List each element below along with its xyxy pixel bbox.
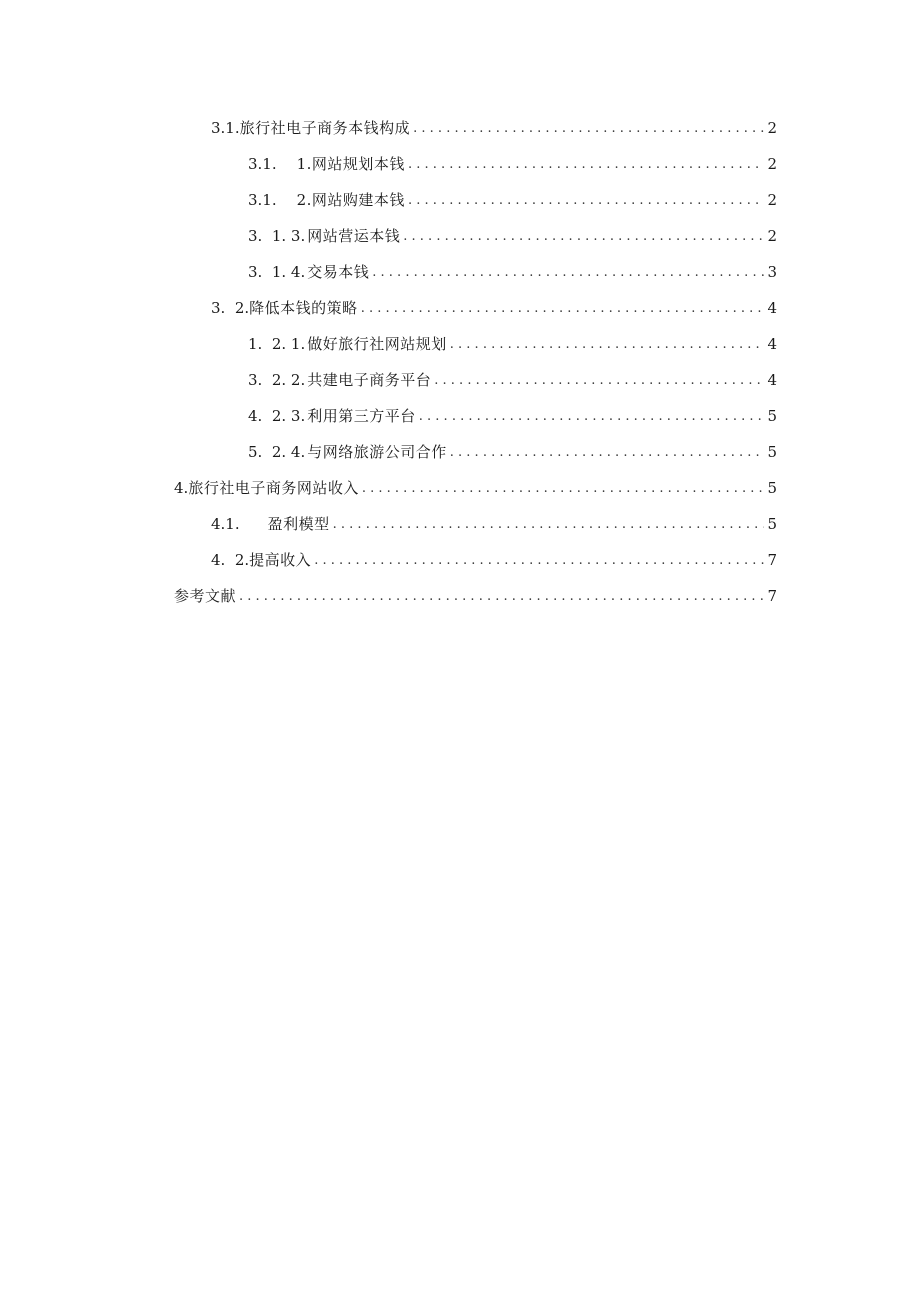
toc-entry-page: 5: [767, 479, 777, 497]
toc-entry-number: 3.1.: [211, 119, 240, 137]
toc-entry-title: 提高收入: [249, 551, 312, 569]
toc-entry-title: 共建电子商务平台: [307, 371, 432, 389]
toc-entry-number: 4. 2.: [211, 551, 250, 569]
toc-entry-page: 2: [767, 155, 777, 173]
toc-entry-3-2-2[interactable]: [0, 362, 920, 398]
toc-entry-page: 2: [767, 191, 777, 209]
toc-entry-3-1-4[interactable]: [0, 254, 920, 290]
toc-dot-leader: [361, 299, 764, 319]
toc-entry-title: 旅行社电子商务本钱构成: [239, 119, 411, 137]
toc-entry-number: 3.1.: [248, 155, 277, 173]
toc-entry-page: 5: [767, 407, 777, 425]
toc-entry-3-1[interactable]: [0, 110, 920, 146]
toc-dot-leader: [372, 263, 764, 283]
toc-entry-4[interactable]: [0, 470, 920, 506]
toc-entry-number: 3. 2. 2.: [248, 371, 306, 389]
toc-dot-leader: [434, 371, 764, 391]
table-of-contents: [0, 110, 920, 614]
toc-entry-page: 5: [767, 515, 777, 533]
toc-entry-page: 3: [767, 263, 777, 281]
toc-entry-4-2[interactable]: [0, 542, 920, 578]
toc-entry-page: 4: [767, 299, 777, 317]
toc-dot-leader: [408, 191, 764, 211]
toc-entry-page: 7: [767, 551, 777, 569]
toc-entry-number: 1. 2. 1.: [248, 335, 306, 353]
toc-entry-number: 4.1.: [211, 515, 240, 533]
toc-entry-3-1-1[interactable]: [0, 146, 920, 182]
toc-dot-leader: [403, 227, 764, 247]
toc-entry-title: 降低本钱的策略: [249, 299, 358, 317]
toc-entry-title: 旅行社电子商务网站收入: [188, 479, 359, 497]
toc-entry-title: 交易本钱: [307, 263, 370, 281]
toc-entry-3-2-3[interactable]: [0, 398, 920, 434]
toc-entry-3-2-1[interactable]: [0, 326, 920, 362]
toc-dot-leader: [450, 443, 764, 463]
toc-entry-page: 2: [767, 227, 777, 245]
toc-entry-page: 4: [767, 371, 777, 389]
toc-dot-leader: [333, 515, 764, 535]
toc-entry-title: 参考文献: [174, 587, 237, 605]
toc-entry-title: 做好旅行社网站规划: [307, 335, 447, 353]
toc-entry-number: 5. 2. 4.: [248, 443, 306, 461]
toc-entry-title: 网站营运本钱: [307, 227, 401, 245]
toc-entry-number: 3. 1. 3.: [248, 227, 306, 245]
toc-dot-leader: [408, 155, 764, 175]
toc-entry-number: 4. 2. 3.: [248, 407, 306, 425]
toc-entry-number: 3. 1. 4.: [248, 263, 306, 281]
toc-entry-title: 与网络旅游公司合作: [307, 443, 447, 461]
toc-entry-title: 1.网站规划本钱: [296, 155, 405, 173]
toc-entry-page: 7: [767, 587, 777, 605]
toc-entry-page: 4: [767, 335, 777, 353]
toc-dot-leader: [419, 407, 764, 427]
toc-entry-number: 3. 2.: [211, 299, 250, 317]
toc-dot-leader: [450, 335, 764, 355]
toc-entry-4-1[interactable]: [0, 506, 920, 542]
toc-entry-references[interactable]: [0, 578, 920, 614]
toc-entry-number: 3.1.: [248, 191, 277, 209]
toc-entry-3-1-3[interactable]: [0, 218, 920, 254]
toc-entry-3-2[interactable]: [0, 290, 920, 326]
toc-dot-leader: [239, 587, 764, 607]
toc-entry-number: 4.: [174, 479, 189, 497]
toc-entry-title: 盈利模型: [267, 515, 330, 533]
toc-entry-page: 5: [767, 443, 777, 461]
toc-dot-leader: [314, 551, 764, 571]
toc-entry-title: 2.网站购建本钱: [296, 191, 405, 209]
toc-entry-page: 2: [767, 119, 777, 137]
toc-entry-title: 利用第三方平台: [307, 407, 416, 425]
toc-entry-3-2-4[interactable]: [0, 434, 920, 470]
toc-entry-3-1-2[interactable]: [0, 182, 920, 218]
toc-dot-leader: [362, 479, 764, 499]
toc-dot-leader: [413, 119, 764, 139]
